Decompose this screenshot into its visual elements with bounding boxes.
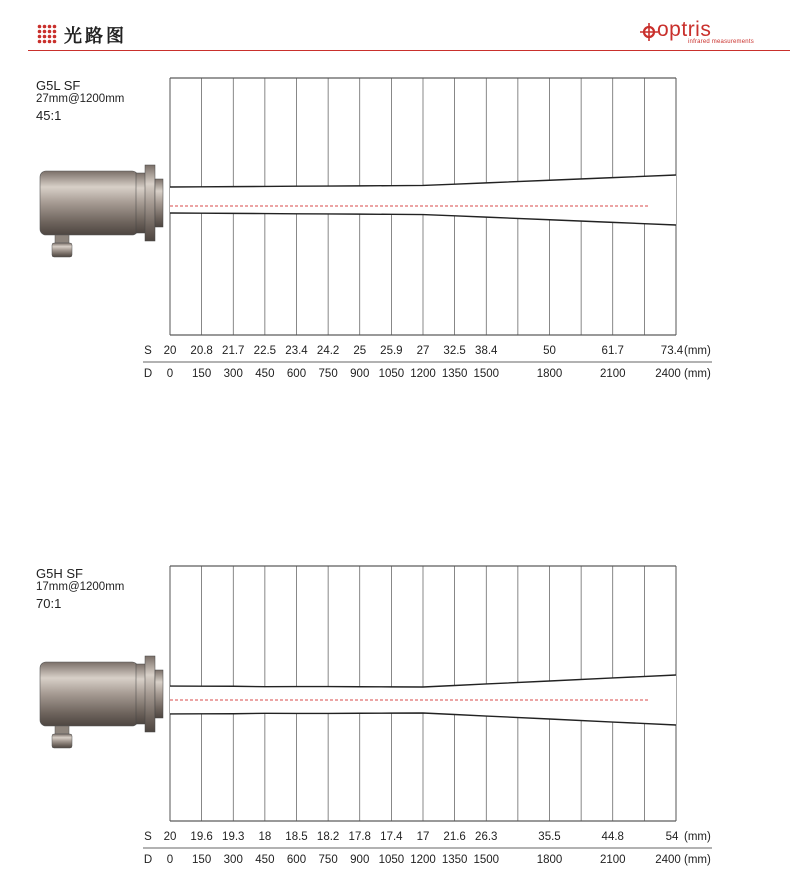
distance-label: 0 bbox=[166, 368, 174, 380]
spot-size-label: 21.7 bbox=[222, 345, 245, 357]
model-name: G5L SF bbox=[36, 78, 81, 93]
spot-size-label: 35.5 bbox=[538, 831, 561, 843]
distance-label: 900 bbox=[350, 854, 370, 866]
sensor-flange bbox=[145, 656, 155, 732]
distance-label: 600 bbox=[286, 854, 307, 866]
optical-path-chart bbox=[0, 486, 790, 886]
s-row-label: S bbox=[144, 345, 152, 357]
distance-unit-label: (mm) bbox=[684, 368, 711, 380]
spot-size-label: 73.4 bbox=[660, 345, 684, 357]
distance-label: 2400 bbox=[655, 854, 681, 866]
spot-size-label: 19.3 bbox=[222, 831, 245, 843]
spot-size-label: 20 bbox=[163, 831, 177, 843]
sensor-device-image bbox=[40, 656, 163, 748]
spot-size-label: 21.6 bbox=[443, 831, 466, 843]
model-spot-spec: 27mm@1200mm bbox=[36, 93, 125, 105]
sensor-connector bbox=[52, 243, 72, 257]
spot-size-label: 18 bbox=[258, 831, 272, 843]
spot-size-label: 19.6 bbox=[190, 831, 213, 843]
logo-wordmark: optris bbox=[657, 18, 712, 41]
spot-size-label: 25.9 bbox=[380, 345, 403, 357]
distance-label: 450 bbox=[255, 368, 275, 380]
distance-label: 1500 bbox=[473, 368, 500, 380]
optical-path-panel-g5l bbox=[0, 0, 790, 400]
d-row-label: D bbox=[143, 854, 153, 866]
distance-label: 1350 bbox=[441, 368, 468, 380]
sensor-nut bbox=[136, 664, 146, 724]
distance-label: 1800 bbox=[536, 854, 563, 866]
spot-size-label: 22.5 bbox=[253, 345, 277, 357]
axis-labels bbox=[143, 831, 712, 866]
distance-label: 750 bbox=[318, 854, 338, 866]
s-row-label: S bbox=[144, 831, 152, 843]
spot-size-label: 17.8 bbox=[348, 831, 371, 843]
distance-label: 1500 bbox=[473, 854, 500, 866]
spot-size-label: 25 bbox=[353, 345, 367, 357]
distance-label: 150 bbox=[192, 368, 212, 380]
distance-label: 1050 bbox=[378, 368, 405, 380]
sensor-housing bbox=[40, 662, 138, 726]
axis-labels bbox=[143, 345, 712, 380]
spot-size-label: 26.3 bbox=[475, 831, 498, 843]
spot-size-label: 24.2 bbox=[316, 345, 340, 357]
optical-path-panel-g5h bbox=[0, 486, 790, 886]
spot-size-label: 18.5 bbox=[285, 831, 308, 843]
spot-size-label: 44.8 bbox=[601, 831, 624, 843]
spot-size-label: 38.4 bbox=[475, 345, 498, 357]
model-distance-ratio: 45:1 bbox=[36, 108, 62, 123]
distance-label: 300 bbox=[223, 368, 243, 380]
sensor-connector-neck bbox=[55, 726, 69, 734]
sensor-lens-ring bbox=[155, 670, 163, 718]
spot-size-label: 61.7 bbox=[601, 345, 624, 357]
spot-size-label: 17 bbox=[416, 831, 430, 843]
page-title: 光路图 bbox=[64, 26, 127, 46]
sensor-lens-ring bbox=[155, 179, 163, 227]
spot-size-label: 50 bbox=[543, 345, 556, 357]
distance-label: 1800 bbox=[536, 368, 563, 380]
sensor-device-image bbox=[40, 165, 163, 257]
spot-size-label: 20 bbox=[163, 345, 177, 357]
distance-label: 2100 bbox=[599, 368, 626, 380]
distance-unit-label: (mm) bbox=[684, 854, 711, 866]
distance-label: 1200 bbox=[410, 854, 436, 866]
spot-size-label: 23.4 bbox=[285, 345, 308, 357]
sensor-connector-neck bbox=[55, 235, 69, 243]
spot-size-label: 20.8 bbox=[190, 345, 213, 357]
optical-path-chart bbox=[0, 0, 790, 400]
distance-label: 2100 bbox=[599, 854, 626, 866]
spot-size-label: 32.5 bbox=[443, 345, 466, 357]
spot-size-label: 54 bbox=[665, 831, 679, 843]
distance-label: 150 bbox=[192, 854, 212, 866]
sensor-connector bbox=[52, 734, 72, 748]
distance-label: 1200 bbox=[410, 368, 436, 380]
distance-label: 450 bbox=[255, 854, 275, 866]
logo-subtitle: infrared measurements bbox=[688, 39, 754, 45]
d-row-label: D bbox=[143, 368, 153, 380]
distance-label: 900 bbox=[350, 368, 370, 380]
sensor-nut bbox=[136, 173, 146, 233]
model-distance-ratio: 70:1 bbox=[36, 596, 62, 611]
sensor-housing bbox=[40, 171, 138, 235]
spot-size-label: 17.4 bbox=[380, 831, 403, 843]
spot-unit-label: (mm) bbox=[684, 345, 711, 357]
spot-size-label: 18.2 bbox=[316, 831, 340, 843]
distance-label: 1350 bbox=[441, 854, 468, 866]
distance-label: 2400 bbox=[655, 368, 681, 380]
spot-unit-label: (mm) bbox=[684, 831, 711, 843]
distance-label: 300 bbox=[223, 854, 243, 866]
distance-label: 1050 bbox=[378, 854, 405, 866]
distance-label: 600 bbox=[286, 368, 307, 380]
distance-label: 0 bbox=[166, 854, 174, 866]
model-name: G5H SF bbox=[36, 566, 83, 581]
sensor-flange bbox=[145, 165, 155, 241]
spot-size-label: 27 bbox=[416, 345, 430, 357]
model-spot-spec: 17mm@1200mm bbox=[36, 581, 125, 593]
distance-label: 750 bbox=[318, 368, 338, 380]
